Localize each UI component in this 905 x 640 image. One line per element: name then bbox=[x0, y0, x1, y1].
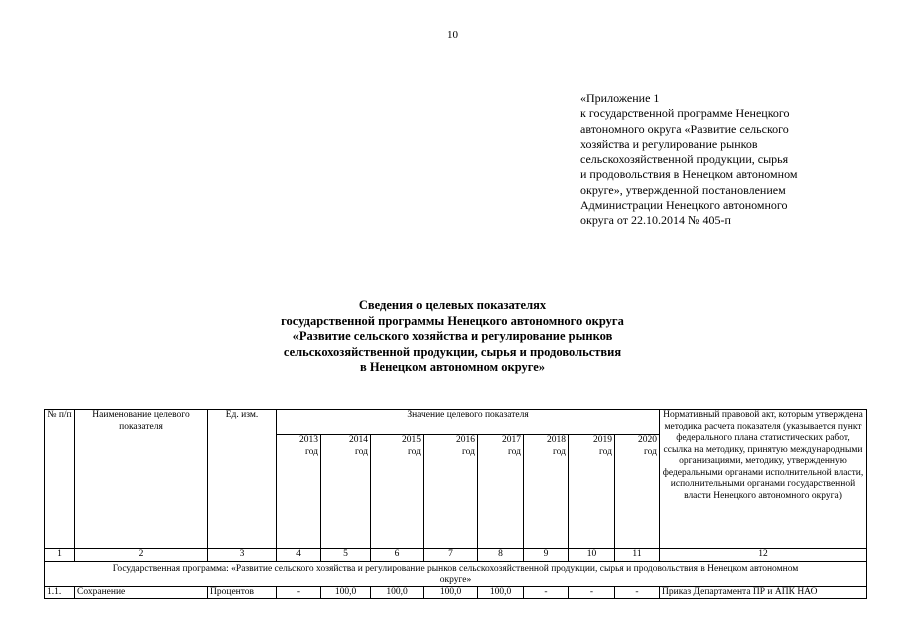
annex-line: Администрации Ненецкого автономного bbox=[580, 198, 788, 213]
column-number: 9 bbox=[524, 549, 569, 562]
year-suffix: год bbox=[355, 446, 368, 457]
annex-line: округа от 22.10.2014 № 405-п bbox=[580, 213, 731, 228]
program-title: Государственная программа: «Развитие сельского хозяйства и регулирование рынков сельскохозяйственной продукции, сырья и продовольствия в Ненецком автономном округе» bbox=[45, 561, 867, 586]
row-value: 100,0 bbox=[424, 586, 478, 598]
column-number: 8 bbox=[478, 549, 524, 562]
year-header bbox=[569, 435, 615, 549]
row-value: - bbox=[569, 586, 615, 598]
year-suffix: год bbox=[508, 446, 521, 457]
row-value: 100,0 bbox=[478, 586, 524, 598]
year-header bbox=[524, 435, 569, 549]
header-value-group: Значение целевого показателя bbox=[277, 410, 660, 435]
column-number: 12 bbox=[660, 549, 867, 562]
year-header bbox=[424, 435, 478, 549]
row-value: - bbox=[524, 586, 569, 598]
year-suffix: год bbox=[644, 446, 657, 457]
year-header bbox=[321, 435, 371, 549]
title-line: «Развитие сельского хозяйства и регулирование рынков bbox=[292, 329, 613, 343]
document-title bbox=[0, 298, 905, 376]
year-suffix: год bbox=[553, 446, 566, 457]
year-value: 2017 bbox=[502, 435, 521, 445]
column-number: 1 bbox=[45, 549, 75, 562]
year-value: 2015 bbox=[402, 435, 421, 445]
year-header bbox=[371, 435, 424, 549]
row-legal-act: Приказ Департамента ПР и АПК НАО bbox=[660, 586, 867, 598]
annex-line: к государственной программе Ненецкого bbox=[580, 106, 790, 121]
year-value: 2013 bbox=[299, 435, 318, 445]
page-number: 10 bbox=[447, 29, 458, 41]
year-header bbox=[277, 435, 321, 549]
column-number: 5 bbox=[321, 549, 371, 562]
year-suffix: год bbox=[305, 446, 318, 457]
annex-line: округе», утвержденной постановлением bbox=[580, 182, 786, 197]
title-line: государственной программы Ненецкого автономного округа bbox=[281, 313, 624, 328]
row-value: - bbox=[277, 586, 321, 598]
column-number: 6 bbox=[371, 549, 424, 562]
annex-line: сельскохозяйственной продукции, сырья bbox=[580, 152, 789, 167]
column-number: 10 bbox=[569, 549, 615, 562]
year-value: 2018 bbox=[547, 435, 566, 445]
year-header bbox=[615, 435, 660, 549]
column-number: 7 bbox=[424, 549, 478, 562]
annex-line: и продовольствия в Ненецком автономном bbox=[580, 167, 798, 182]
header-name: Наименование целевого показателя bbox=[75, 410, 208, 549]
row-value: 100,0 bbox=[371, 586, 424, 598]
year-value: 2020 bbox=[638, 435, 657, 445]
table-row bbox=[45, 586, 867, 598]
row-value: 100,0 bbox=[321, 586, 371, 598]
title-line: сельскохозяйственной продукции, сырья и продовольствия bbox=[283, 344, 622, 359]
program-row bbox=[45, 561, 867, 586]
header-legal-act: Нормативный правовой акт, которым утверждена методика расчета показателя (указывается пункт федерального плана статистических работ, ссылка на методику, принятую международными организациями, методику, утвержденную федеральными органами исполнительной власти, исполнительными органами государственной власти Ненецкого автономного округа) bbox=[660, 410, 867, 549]
title-line: в Ненецком автономном округе» bbox=[359, 360, 546, 374]
header-unit: Ед. изм. bbox=[208, 410, 277, 549]
column-number: 4 bbox=[277, 549, 321, 562]
row-name: Сохранение bbox=[75, 586, 208, 598]
annex-line: «Приложение 1 bbox=[580, 91, 660, 105]
column-number: 3 bbox=[208, 549, 277, 562]
column-number: 2 bbox=[75, 549, 208, 562]
row-num: 1.1. bbox=[45, 586, 75, 598]
year-suffix: год bbox=[408, 446, 421, 457]
year-header bbox=[478, 435, 524, 549]
header-row bbox=[45, 410, 867, 435]
indicators-table bbox=[44, 409, 867, 599]
annex-line: автономного округа «Развитие сельского bbox=[580, 121, 789, 136]
year-value: 2016 bbox=[456, 435, 475, 445]
column-number-row bbox=[45, 549, 867, 562]
row-unit: Процентов bbox=[208, 586, 277, 598]
year-suffix: год bbox=[599, 446, 612, 457]
title-line: Сведения о целевых показателях bbox=[358, 298, 547, 312]
year-value: 2014 bbox=[349, 435, 368, 445]
year-value: 2019 bbox=[593, 435, 612, 445]
year-suffix: год bbox=[462, 446, 475, 457]
column-number: 11 bbox=[615, 549, 660, 562]
row-value: - bbox=[615, 586, 660, 598]
header-num: № п/п bbox=[45, 410, 75, 549]
annex-note bbox=[580, 91, 870, 229]
annex-line: хозяйства и регулирование рынков bbox=[580, 136, 758, 151]
